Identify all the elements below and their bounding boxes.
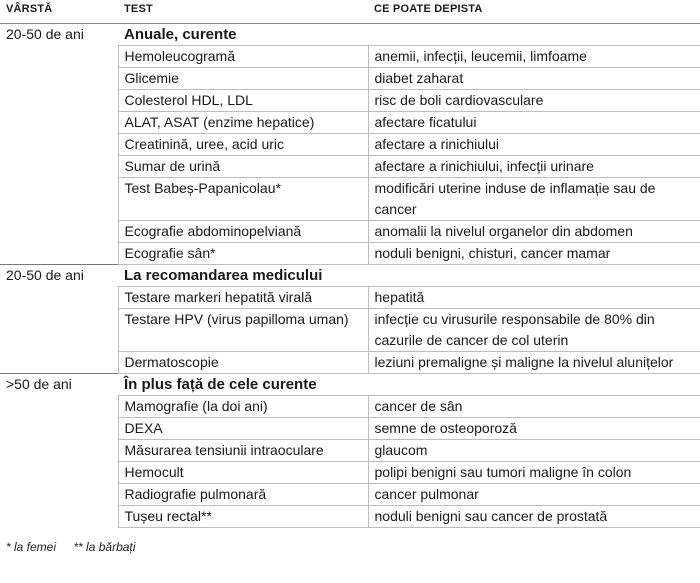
age-spacer bbox=[0, 90, 118, 112]
section-age: 20-50 de ani bbox=[0, 265, 118, 287]
section-age: 20-50 de ani bbox=[6, 26, 84, 42]
header-detect: CE POATE DEPISTA bbox=[368, 0, 700, 24]
age-spacer bbox=[0, 112, 118, 134]
age-spacer bbox=[0, 506, 118, 528]
section-header-row bbox=[0, 24, 700, 46]
table-row bbox=[0, 243, 700, 265]
section-title: La recomandarea medicului bbox=[118, 265, 700, 287]
table-row bbox=[0, 418, 700, 440]
table-body bbox=[0, 24, 700, 528]
test-detects: noduli benigni, chisturi, cancer mamar bbox=[368, 243, 700, 265]
age-spacer bbox=[0, 352, 118, 374]
test-name: DEXA bbox=[118, 418, 368, 440]
test-detects: semne de osteoporoză bbox=[368, 418, 700, 440]
test-name: Tușeu rectal** bbox=[118, 506, 368, 528]
age-spacer bbox=[0, 68, 118, 90]
age-spacer bbox=[0, 396, 118, 418]
age-spacer bbox=[0, 418, 118, 440]
age-spacer bbox=[0, 156, 118, 178]
test-detects: noduli benigni sau cancer de prostată bbox=[368, 506, 700, 528]
footnote-women: * la femei bbox=[6, 540, 57, 554]
test-name: Ecografie sân* bbox=[118, 243, 368, 265]
section-header-row bbox=[0, 265, 700, 287]
footnotes bbox=[6, 540, 149, 554]
table-row bbox=[0, 112, 700, 134]
test-detects: anomalii la nivelul organelor din abdomen bbox=[368, 221, 700, 243]
test-detects: hepatită bbox=[368, 287, 700, 309]
footnote-men: ** la bărbați bbox=[73, 540, 136, 554]
test-name: Colesterol HDL, LDL bbox=[118, 90, 368, 112]
test-name: Dermatoscopie bbox=[118, 352, 368, 374]
test-detects: risc de boli cardiovasculare bbox=[368, 90, 700, 112]
test-name: Hemoleucogramă bbox=[118, 46, 368, 68]
test-name: Mamografie (la doi ani) bbox=[118, 396, 368, 418]
section-title: În plus față de cele curente bbox=[118, 374, 700, 396]
test-detects: leziuni premaligne și maligne la nivelul alunițelor bbox=[368, 352, 700, 374]
table-row bbox=[0, 462, 700, 484]
test-detects: glaucom bbox=[368, 440, 700, 462]
table-header bbox=[0, 0, 700, 24]
test-detects: afectare a rinichiului, infecții urinare bbox=[368, 156, 700, 178]
age-spacer bbox=[0, 243, 118, 265]
test-name: Creatinină, uree, acid uric bbox=[118, 134, 368, 156]
age-spacer bbox=[0, 221, 118, 243]
age-spacer bbox=[0, 178, 118, 221]
test-name: Hemocult bbox=[118, 462, 368, 484]
section-age: >50 de ani bbox=[0, 374, 118, 396]
test-detects: afectare ficatului bbox=[368, 112, 700, 134]
age-spacer bbox=[0, 484, 118, 506]
section-header-row bbox=[0, 374, 700, 396]
test-detects: cancer de sân bbox=[368, 396, 700, 418]
table-row bbox=[0, 90, 700, 112]
table-row bbox=[0, 287, 700, 309]
test-detects: modificări uterine induse de inflamație sau de cancer bbox=[368, 178, 700, 221]
table-row bbox=[0, 46, 700, 68]
test-detects: infecție cu virusurile responsabile de 80% din cazurile de cancer de col uterin bbox=[368, 309, 700, 352]
age-spacer bbox=[0, 287, 118, 309]
age-spacer bbox=[0, 134, 118, 156]
age-spacer bbox=[0, 46, 118, 68]
age-spacer bbox=[0, 462, 118, 484]
age-spacer bbox=[0, 309, 118, 352]
test-name: Testare markeri hepatită virală bbox=[118, 287, 368, 309]
test-name: Testare HPV (virus papilloma uman) bbox=[118, 309, 368, 352]
test-detects: polipi benigni sau tumori maligne în colon bbox=[368, 462, 700, 484]
table-row bbox=[0, 134, 700, 156]
test-name: Măsurarea tensiunii intraoculare bbox=[118, 440, 368, 462]
test-name: Ecografie abdominopelviană bbox=[118, 221, 368, 243]
test-detects: cancer pulmonar bbox=[368, 484, 700, 506]
table-row bbox=[0, 309, 700, 352]
test-detects: diabet zaharat bbox=[368, 68, 700, 90]
header-test: TEST bbox=[118, 0, 368, 24]
table-row bbox=[0, 352, 700, 374]
header-age: VÂRSTĂ bbox=[0, 0, 118, 24]
test-name: ALAT, ASAT (enzime hepatice) bbox=[118, 112, 368, 134]
age-spacer bbox=[0, 440, 118, 462]
test-name: Sumar de urină bbox=[118, 156, 368, 178]
test-detects: afectare a rinichiului bbox=[368, 134, 700, 156]
test-name: Test Babeș-Papanicolau* bbox=[118, 178, 368, 221]
table-row bbox=[0, 484, 700, 506]
table-row bbox=[0, 396, 700, 418]
test-name: Glicemie bbox=[118, 68, 368, 90]
table-row bbox=[0, 440, 700, 462]
table-row bbox=[0, 178, 700, 221]
table-row bbox=[0, 156, 700, 178]
table-row bbox=[0, 506, 700, 528]
section-title: Anuale, curente bbox=[118, 24, 700, 46]
test-name: Radiografie pulmonară bbox=[118, 484, 368, 506]
test-detects: anemii, infecții, leucemii, limfoame bbox=[368, 46, 700, 68]
table-row bbox=[0, 221, 700, 243]
table-row bbox=[0, 68, 700, 90]
